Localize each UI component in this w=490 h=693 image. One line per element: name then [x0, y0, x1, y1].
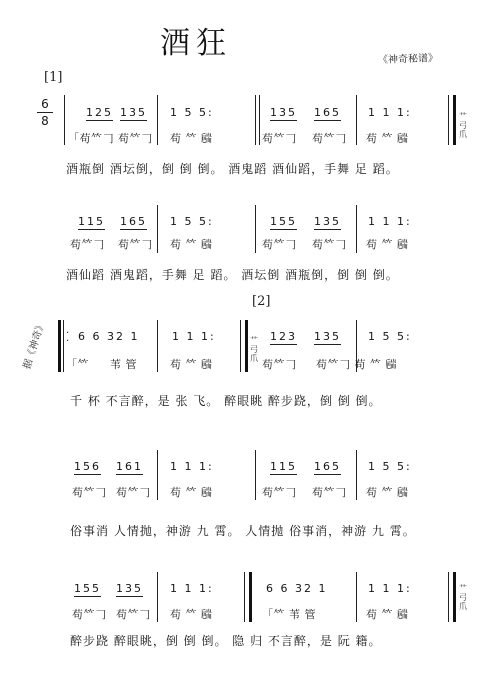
- notes-group: [116, 582, 143, 595]
- tablature: 苟 𥫗 𦓝: [170, 238, 213, 251]
- tablature: 苟𥫗𠃌: [262, 486, 297, 499]
- repeat-dots: · ·: [66, 328, 70, 347]
- notes-text: 165: [314, 106, 341, 119]
- barline: [240, 320, 241, 372]
- barline: [255, 95, 256, 145]
- notes-group: [74, 460, 101, 473]
- notes-group: [270, 330, 297, 343]
- notes-text: 1 1 1:: [368, 582, 412, 595]
- margin-note: 据《神奇》: [21, 319, 48, 371]
- notes-group: [368, 582, 412, 595]
- barline: [63, 320, 64, 372]
- notes-text: 161: [116, 460, 143, 473]
- notes-group: [368, 460, 412, 473]
- notes-text: 115: [78, 215, 105, 228]
- notes-text: 1 1 1:: [170, 460, 214, 473]
- lyrics-line: 醉步跷 醉眼眺，倒 倒 倒。 隐 归 不言醉，是 阮 籍。: [70, 634, 382, 648]
- notes-text: 1 1 1:: [368, 106, 412, 119]
- notes-text: 156: [74, 460, 101, 473]
- tablature: 苟 𥫗 𦓝: [366, 132, 409, 145]
- tablature: 苟𥫗𠃌: [312, 238, 347, 251]
- notes-group: [116, 460, 143, 473]
- notes-text: 135: [314, 215, 341, 228]
- lyrics-line: 千 杯 不言醉，是 张 飞。 醉眼眺 醉步跷，倒 倒 倒。: [70, 394, 382, 408]
- final-barline: [453, 95, 456, 145]
- repeat-start-barline: [58, 320, 61, 372]
- tablature: 苟 𥫗 𦓝: [366, 486, 409, 499]
- barline: [64, 95, 65, 145]
- notes-text: 1 1 1:: [368, 215, 412, 228]
- time-signature: [36, 98, 54, 127]
- notes-text: 165: [314, 460, 341, 473]
- notes-text: 1 1 1:: [172, 330, 216, 343]
- notes-text: 123: [270, 330, 297, 343]
- page-title: 酒狂: [160, 26, 232, 61]
- notes-group: [314, 330, 341, 343]
- notes-group: [170, 106, 214, 119]
- tablature: 苟 𥫗 𦓝: [366, 238, 409, 251]
- notes-group: [170, 582, 214, 595]
- double-barline: [245, 320, 248, 372]
- source-note: 《神奇秘谱》: [377, 52, 439, 67]
- double-barline: [249, 572, 252, 622]
- tablature: 苟 𥫗 𦓝: [170, 132, 213, 145]
- notes-group: [74, 582, 101, 595]
- notes-text: 6 6 32 1: [266, 582, 328, 595]
- lyrics-line: 俗事消 人情抛，神游 九 霄。 人情抛 俗事消，神游 九 霄。: [70, 524, 416, 538]
- end-annotation: 艹 弓 爪: [250, 336, 258, 363]
- notes-text: 1 5 5:: [368, 330, 412, 343]
- notes-text: 165: [120, 215, 147, 228]
- barline: [356, 205, 357, 253]
- barline: [157, 450, 158, 500]
- tablature: 「苟𥫗𠃌: [68, 132, 114, 145]
- notes-group: [170, 460, 214, 473]
- notes-text: 135: [116, 582, 143, 595]
- end-annotation: 艹 弓 爪: [459, 584, 467, 611]
- time-signature-denominator: 8: [41, 114, 49, 128]
- tablature: 苟𥫗𠃌: [116, 486, 151, 499]
- notes-text: 115: [270, 460, 297, 473]
- tablature: 苟𥫗𠃌 苟 𥫗 𦓝: [316, 358, 397, 371]
- notes-group: [120, 215, 147, 228]
- lyrics-line: 酒瓶倒 酒坛倒，倒 倒 倒。 酒鬼蹈 酒仙蹈，手舞 足 蹈。: [66, 162, 399, 176]
- barline: [448, 95, 449, 145]
- notes-group: [314, 460, 341, 473]
- section-marker-2: [2]: [252, 294, 271, 309]
- tablature: 苟𥫗𠃌: [312, 486, 347, 499]
- lyrics-line: 酒仙蹈 酒鬼蹈，手舞 足 蹈。 酒坛倒 酒瓶倒，倒 倒 倒。: [66, 268, 399, 282]
- barline: [448, 572, 449, 622]
- tablature: 苟𥫗𠃌: [70, 238, 105, 251]
- notes-text: 135: [314, 330, 341, 343]
- final-barline: [453, 572, 456, 622]
- notes-group: [314, 106, 341, 119]
- notes-group: [368, 215, 412, 228]
- barline: [356, 572, 357, 622]
- tablature: 苟𥫗𠃌: [118, 238, 153, 251]
- barline: [356, 95, 357, 145]
- notes-text: 1 5 5:: [170, 215, 214, 228]
- notes-group: [314, 215, 341, 228]
- tablature: 「𥫗: [66, 358, 89, 371]
- notes-group: [170, 215, 214, 228]
- tablature: 苟𥫗𠃌: [72, 608, 107, 621]
- section-marker-1: [1]: [44, 70, 63, 85]
- notes-text: 1 5 5:: [170, 106, 214, 119]
- notes-group: [270, 460, 297, 473]
- notes-group: [78, 330, 139, 343]
- tablature: 苟𥫗𠃌: [262, 132, 297, 145]
- barline: [244, 572, 245, 622]
- notes-text: 155: [270, 215, 297, 228]
- notes-text: 135: [120, 106, 147, 119]
- time-signature-numerator: 6: [41, 97, 49, 111]
- tablature: 「𥫗 苇 管: [262, 608, 316, 621]
- tablature: 苟𥫗𠃌: [312, 132, 347, 145]
- notes-text: 1 1 1:: [170, 582, 214, 595]
- notes-group: [172, 330, 216, 343]
- notes-group: [270, 106, 297, 119]
- notes-group: [78, 215, 105, 228]
- notes-text: 6 6 32 1: [78, 330, 140, 343]
- barline: [255, 450, 256, 500]
- tablature: 苟𥫗𠃌: [262, 238, 297, 251]
- tablature: 苟𥫗𠃌: [72, 486, 107, 499]
- notes-group: [266, 582, 327, 595]
- time-signature-line: [37, 112, 53, 113]
- tablature: 苇 管: [110, 358, 137, 371]
- barline: [356, 450, 357, 500]
- tablature: 苟𥫗𠃌: [116, 608, 151, 621]
- tablature: 苟 𥫗 𦓝: [170, 358, 213, 371]
- notes-group: [368, 106, 412, 119]
- notes-group: [270, 215, 297, 228]
- notes-text: 1 5 5:: [368, 460, 412, 473]
- tablature: 苟𥫗𠃌: [262, 358, 297, 371]
- end-annotation: 艹 弓 爪: [459, 112, 467, 139]
- notes-group: [86, 106, 113, 119]
- barline: [259, 95, 260, 145]
- barline: [255, 205, 256, 253]
- barline: [157, 572, 158, 622]
- notes-group: [368, 330, 412, 343]
- barline: [157, 320, 158, 372]
- tablature: 苟 𥫗 𦓝: [170, 486, 213, 499]
- notes-text: 155: [74, 582, 101, 595]
- notes-text: 125: [86, 106, 113, 119]
- notes-group: [120, 106, 147, 119]
- tablature: 苟𥫗𠃌: [118, 132, 153, 145]
- notes-text: 135: [270, 106, 297, 119]
- tablature: 苟 𥫗 𦓝: [366, 608, 409, 621]
- tablature: 苟 𥫗 𦓝: [170, 608, 213, 621]
- barline: [157, 205, 158, 253]
- barline: [157, 95, 158, 145]
